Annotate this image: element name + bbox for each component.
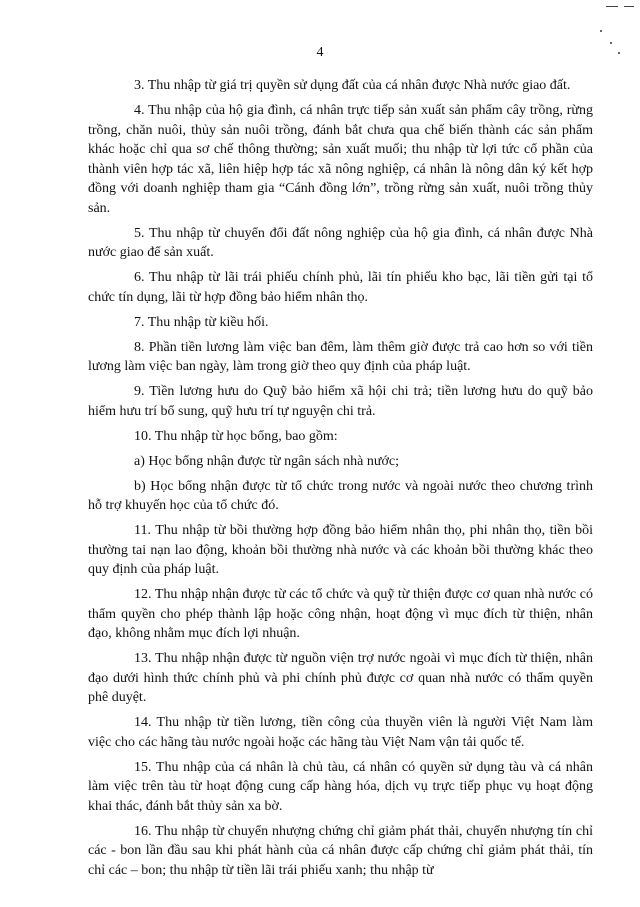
scan-edge-mark (606, 6, 618, 7)
paragraph-10b: b) Học bổng nhận được từ tổ chức trong nước và ngoài nước theo chương trình hỗ trợ khuyến học của tổ chức đó. (88, 478, 593, 513)
paragraph-10: 10. Thu nhập từ học bổng, bao gồm: (134, 428, 338, 444)
paragraph-6: 6. Thu nhập từ lãi trái phiếu chính phủ, lãi tín phiếu kho bạc, lãi tiền gửi tại tổ chức tín dụng, lãi từ hợp đồng bảo hiểm nhân thọ. (88, 270, 593, 305)
paragraph-5: 5. Thu nhập từ chuyển đổi đất nông nghiệp của hộ gia đình, cá nhân được Nhà nước giao để sản xuất. (88, 225, 593, 260)
scan-speck (610, 42, 612, 44)
page-number: 4 (316, 45, 324, 60)
paragraph-10a: a) Học bổng nhận được từ ngân sách nhà nước; (134, 453, 399, 469)
body-text (88, 76, 593, 886)
paragraph-16: 16. Thu nhập từ chuyển nhượng chứng chỉ giảm phát thải, chuyển nhượng tín chỉ các - bon lần đầu sau khi phát hành của cá nhân được cấp chứng chỉ giảm phát thải, tín chỉ các – bon; thu nhập từ tiền lãi trái phiếu xanh; thu nhập từ (88, 823, 593, 878)
paragraph-11: 11. Thu nhập từ bồi thường hợp đồng bảo hiểm nhân thọ, phi nhân thọ, tiền bồi thường tai nạn lao động, khoản bồi thường nhà nước và các khoản bồi thường khác theo quy định của pháp luật. (88, 523, 593, 577)
paragraph-8: 8. Phần tiền lương làm việc ban đêm, làm thêm giờ được trả cao hơn so với tiền lương làm việc ban ngày, làm trong giờ theo quy định của pháp luật. (88, 339, 593, 374)
paragraph-9: 9. Tiền lương hưu do Quỹ bảo hiểm xã hội chi trả; tiền lương hưu do quỹ bảo hiểm hưu trí bổ sung, quỹ hưu trí tự nguyện chi trả. (88, 384, 593, 419)
paragraph-14: 14. Thu nhập từ tiền lương, tiền công của thuyền viên là người Việt Nam làm việc cho các hãng tàu nước ngoài hoặc các hãng tàu Việt Nam vận tải quốc tế. (88, 715, 593, 750)
paragraph-3: 3. Thu nhập từ giá trị quyền sử dụng đất của cá nhân được Nhà nước giao đất. (134, 78, 571, 93)
paragraph-7: 7. Thu nhập từ kiều hối. (134, 314, 269, 330)
scan-speck (600, 30, 602, 32)
paragraph-15: 15. Thu nhập của cá nhân là chủ tàu, cá nhân có quyền sử dụng tàu và cá nhân làm việc trên tàu từ hoạt động cung cấp hàng hóa, dịch vụ trực tiếp phục vụ hoạt động khai thác, đánh bắt thủy sản xa bờ. (88, 759, 593, 814)
paragraph-12: 12. Thu nhập nhận được từ các tổ chức và quỹ từ thiện được cơ quan nhà nước có thẩm quyền cho phép thành lập hoặc công nhận, hoạt động vì mục đích từ thiện, nhân đạo, không nhằm mục đích lợi nhuận. (88, 587, 593, 641)
paragraph-13: 13. Thu nhập nhận được từ nguồn viện trợ nước ngoài vì mục đích từ thiện, nhân đạo dưới hình thức chính phủ và phi chính phủ được cơ quan nhà nước có thẩm quyền phê duyệt. (88, 651, 593, 705)
paragraph-4: 4. Thu nhập của hộ gia đình, cá nhân trực tiếp sản xuất sản phẩm cây trồng, rừng trồng, chăn nuôi, thủy sản nuôi trồng, đánh bắt chưa qua chế biến thành các sản phẩm khác hoặc chỉ qua sơ chế thông thường; sản xuất muối; thu nhập từ lợi tức cổ phần của thành viên hợp tác xã, liên hiệp hợp tác xã nông nghiệp, cá nhân là nông dân ký kết hợp đồng với doanh nghiệp tham gia “Cánh đồng lớn”, trồng rừng sản xuất, nuôi trồng thủy sản. (88, 103, 593, 216)
scan-edge-mark (624, 6, 634, 7)
